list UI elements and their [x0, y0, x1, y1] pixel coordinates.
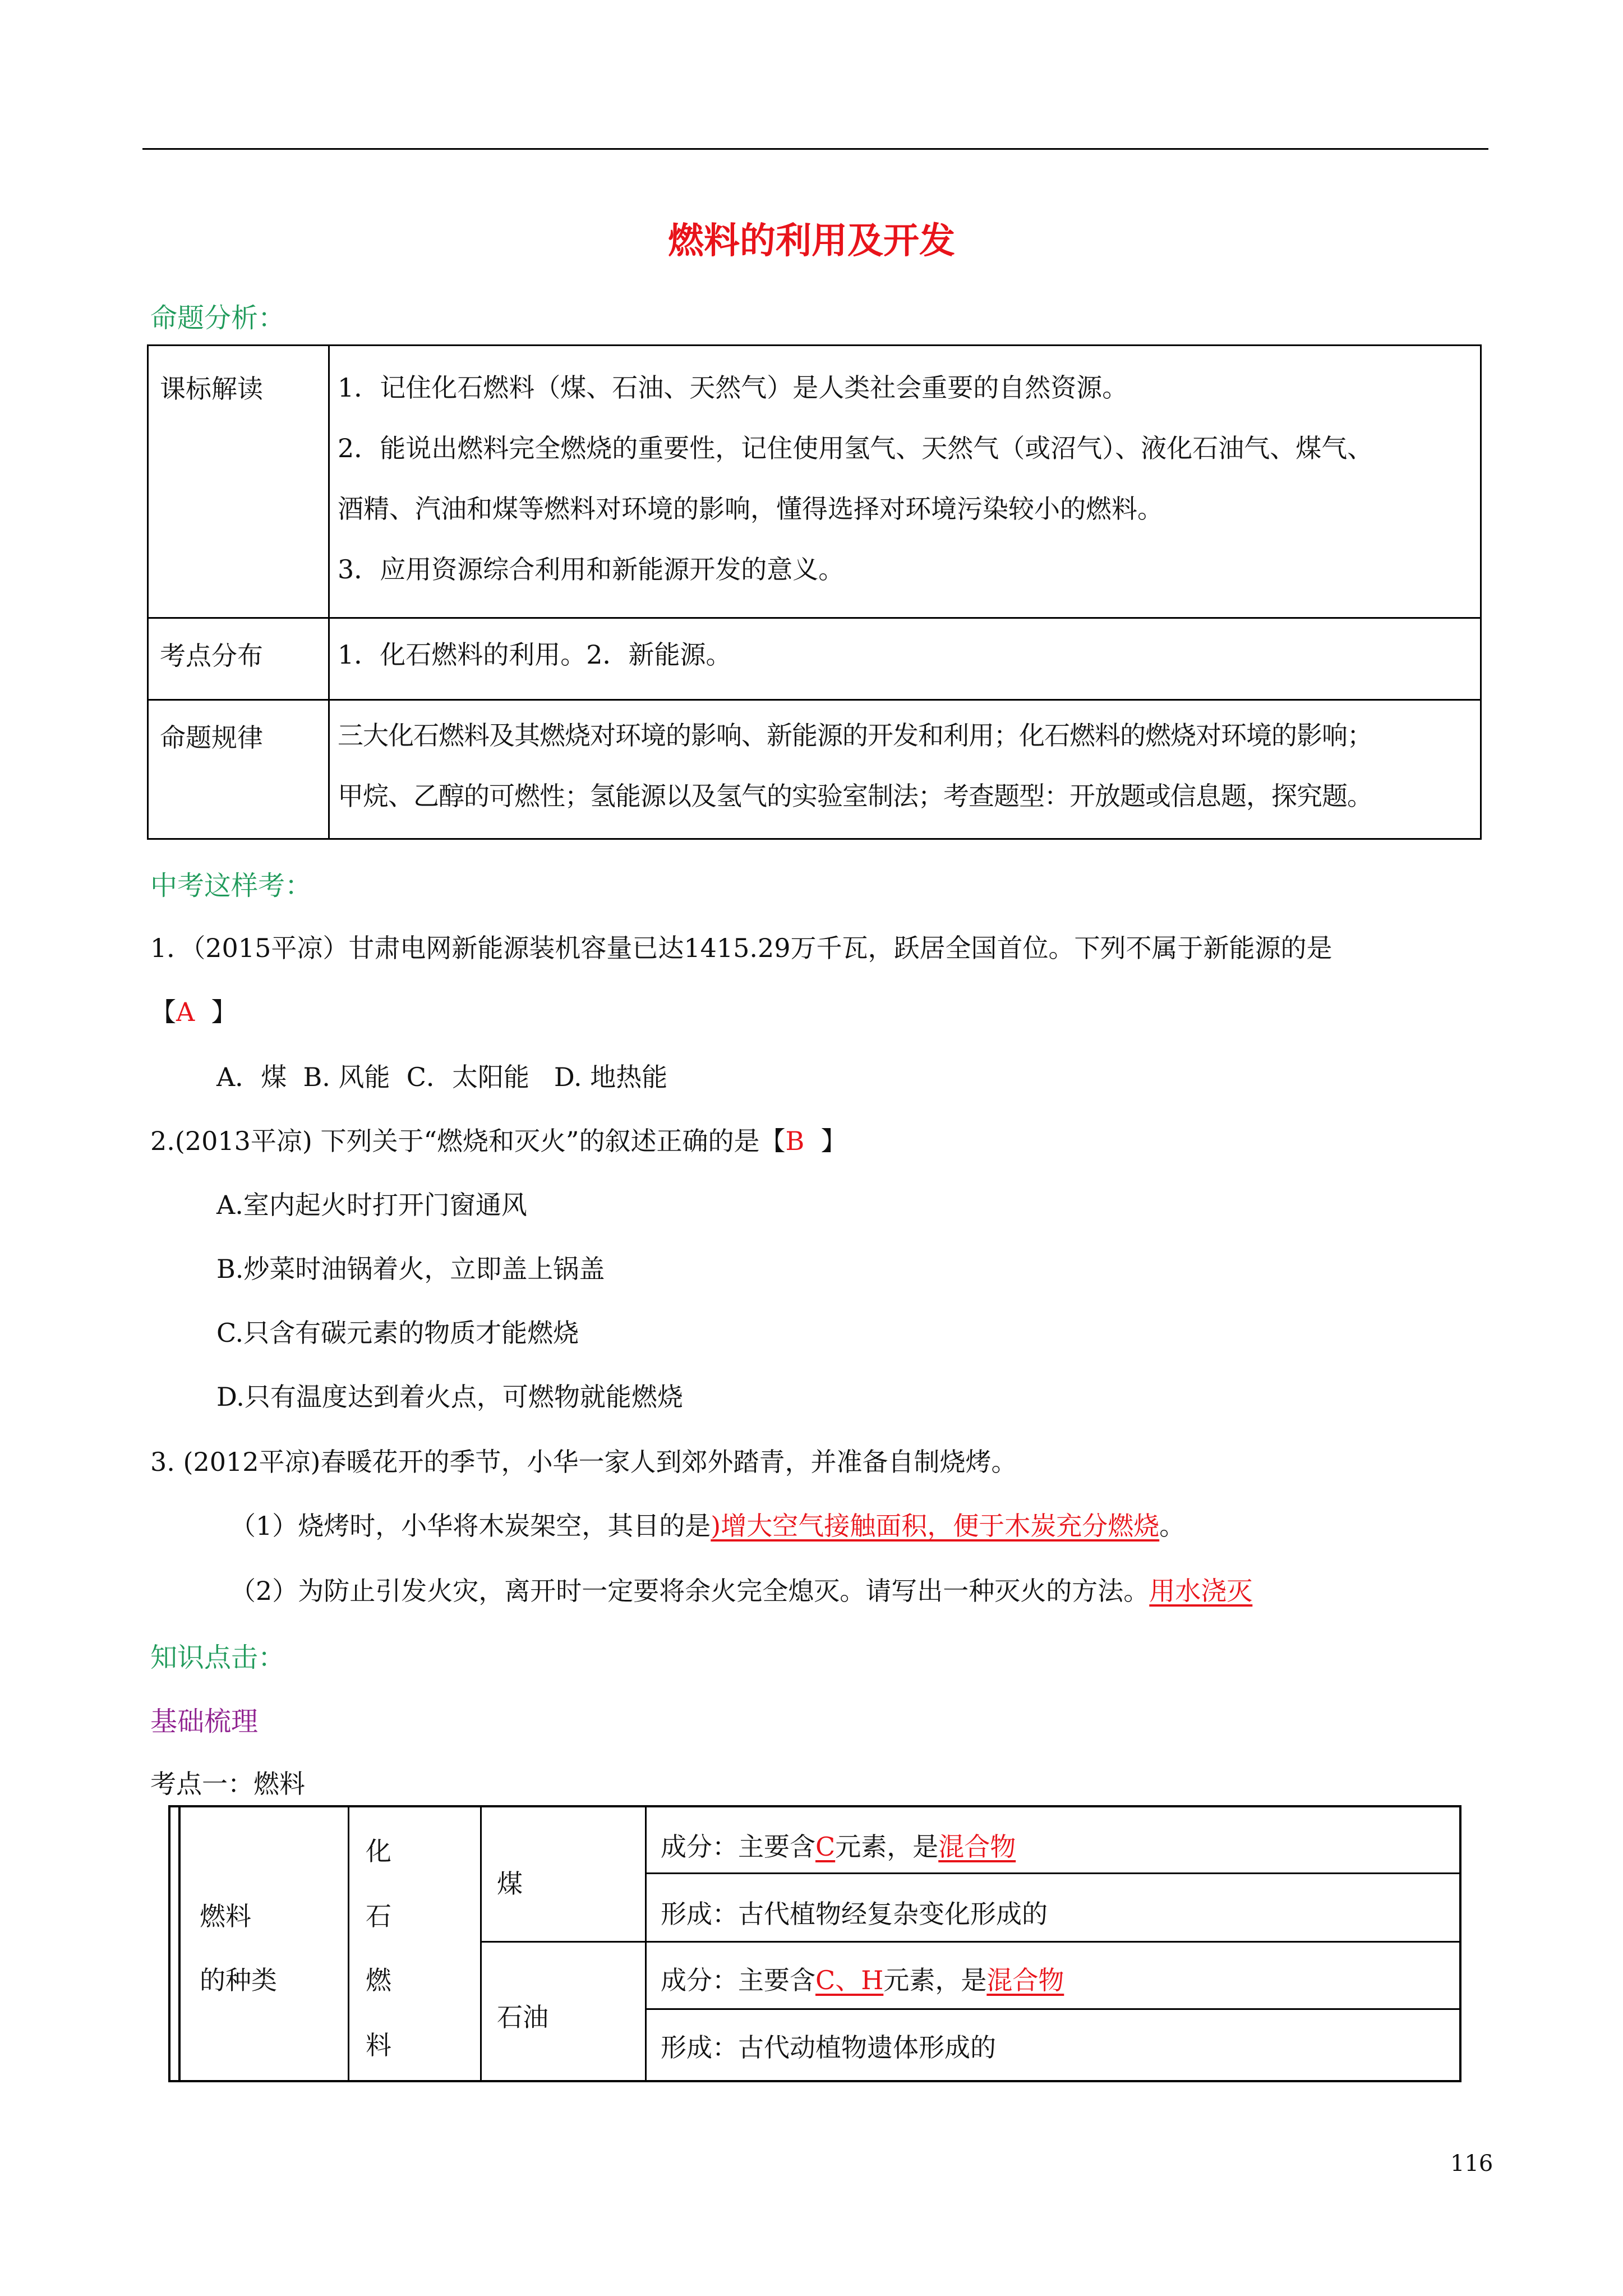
table-border-left [168, 1805, 170, 2082]
question-3-part-1 [230, 1506, 1185, 1543]
answer-text: C [815, 1832, 836, 1862]
answer-text: A [176, 997, 195, 1027]
answer-text: 混合物 [986, 1965, 1064, 1995]
page-number: 116 [1450, 2151, 1493, 2177]
page-title: 燃料的利用及开发 [668, 220, 955, 262]
section-exam-heading: 中考这样考： [150, 870, 312, 901]
fossil-fuel-char: 燃 [366, 1965, 391, 1995]
text-line: 三大化石燃料及其燃烧对环境的影响、新能源的开发和利用；化石燃料的燃烧对环境的影响； [338, 720, 1372, 751]
row-header: 考点分布 [148, 618, 329, 700]
answer-text: )增大空气接触面积，便于木炭充分燃烧 [711, 1511, 1160, 1541]
row-divider [645, 1872, 1461, 1874]
coal-formation: 形成：古代植物经复杂变化形成的 [661, 1899, 1048, 1929]
question-text: （2）为防止引发火灾，离开时一定要将余火完全熄灭。请写出一种灭火的方法。 [230, 1576, 1150, 1606]
fossil-fuel-char: 石 [366, 1901, 391, 1931]
option-b: B.炒菜时油锅着火，立即盖上锅盖 [216, 1254, 605, 1284]
section-knowledge-heading: 知识点击： [150, 1642, 285, 1673]
answer-text: 用水浇灭 [1149, 1576, 1253, 1606]
option-d: D.只有温度达到着火点，可燃物就能燃烧 [216, 1382, 683, 1412]
text-line: 1．化石燃料的利用。2．新能源。 [338, 639, 732, 670]
analysis-row [148, 700, 1481, 839]
text: 成分：主要含 [661, 1832, 815, 1862]
fuel-category-line-1: 燃料 [200, 1901, 251, 1931]
row-divider [480, 1941, 1461, 1943]
kaodian-heading: 考点一：燃料 [150, 1769, 305, 1799]
answer-text: 混合物 [938, 1832, 1016, 1862]
option-c: C.只含有碳元素的物质才能燃烧 [216, 1318, 579, 1348]
row-body [329, 346, 1481, 618]
fossil-fuel-char: 化 [366, 1836, 391, 1866]
table-border-left-inner [178, 1805, 181, 2082]
row-divider [645, 2008, 1461, 2010]
question-1-options: A．煤 B. 风能 C．太阳能 D. 地热能 [216, 1062, 668, 1092]
question-text: （1）烧烤时，小华将木炭架空，其目的是 [230, 1511, 711, 1541]
question-2 [150, 1121, 847, 1158]
text-line: 酒精、汽油和煤等燃料对环境的影响，懂得选择对环境污染较小的燃料。 [338, 494, 1163, 524]
question-3-part-2 [230, 1571, 1252, 1608]
row-header: 命题规律 [148, 700, 329, 839]
bracket: 】 [211, 997, 237, 1027]
bracket: 】 [820, 1126, 847, 1156]
section-basics-heading: 基础梳理 [150, 1706, 259, 1737]
analysis-row [148, 618, 1481, 700]
question-1: 1．（2015平凉）甘肃电网新能源装机容量已达1415.29万千瓦，跃居全国首位。下列不属于新能源的是 [150, 933, 1332, 963]
text: 成分：主要含 [661, 1965, 815, 1995]
text: 元素，是 [883, 1965, 987, 1995]
row-body [329, 700, 1481, 839]
col-divider [480, 1805, 482, 2080]
analysis-row [148, 346, 1481, 618]
option-a: A.室内起火时打开门窗通风 [216, 1190, 527, 1220]
text-line: 2．能说出燃料完全燃烧的重要性，记住使用氢气、天然气（或沼气）、液化石油气、煤气、 [338, 433, 1373, 463]
section-analysis-heading: 命题分析： [150, 302, 285, 334]
question-1-answer [150, 992, 237, 1029]
oil-composition [661, 1960, 1064, 1997]
analysis-table [147, 344, 1482, 840]
row-header: 课标解读 [148, 346, 329, 618]
answer-text: C、H [815, 1965, 884, 1995]
text-line: 甲烷、乙醇的可燃性；氢能源以及氢气的实验室制法；考查题型：开放题或信息题，探究题。 [338, 781, 1372, 811]
text: 元素，是 [835, 1832, 939, 1862]
fossil-fuel-char: 料 [366, 2030, 391, 2060]
bracket: 【 [150, 997, 176, 1027]
row-body [329, 618, 1481, 700]
question-3: 3. (2012平凉)春暖花开的季节，小华一家人到郊外踏青，并准备自制烧烤。 [150, 1447, 1017, 1477]
header-rule [142, 148, 1488, 150]
col-divider [645, 1805, 647, 2080]
text-line: 1．记住化石燃料（煤、石油、天然气）是人类社会重要的自然资源。 [338, 372, 1128, 403]
col-divider [348, 1805, 349, 2080]
coal-label: 煤 [497, 1869, 523, 1899]
punctuation: 。 [1159, 1511, 1186, 1541]
text-line: 3．应用资源综合利用和新能源开发的意义。 [338, 554, 845, 585]
oil-formation: 形成：古代动植物遗体形成的 [661, 2032, 996, 2063]
question-text: 2.(2013平凉) 下列关于“燃烧和灭火”的叙述正确的是【 [150, 1126, 786, 1156]
answer-text: B [785, 1126, 805, 1156]
oil-label: 石油 [497, 2002, 548, 2032]
coal-composition [661, 1826, 1016, 1864]
fuel-category-line-2: 的种类 [200, 1965, 277, 1995]
